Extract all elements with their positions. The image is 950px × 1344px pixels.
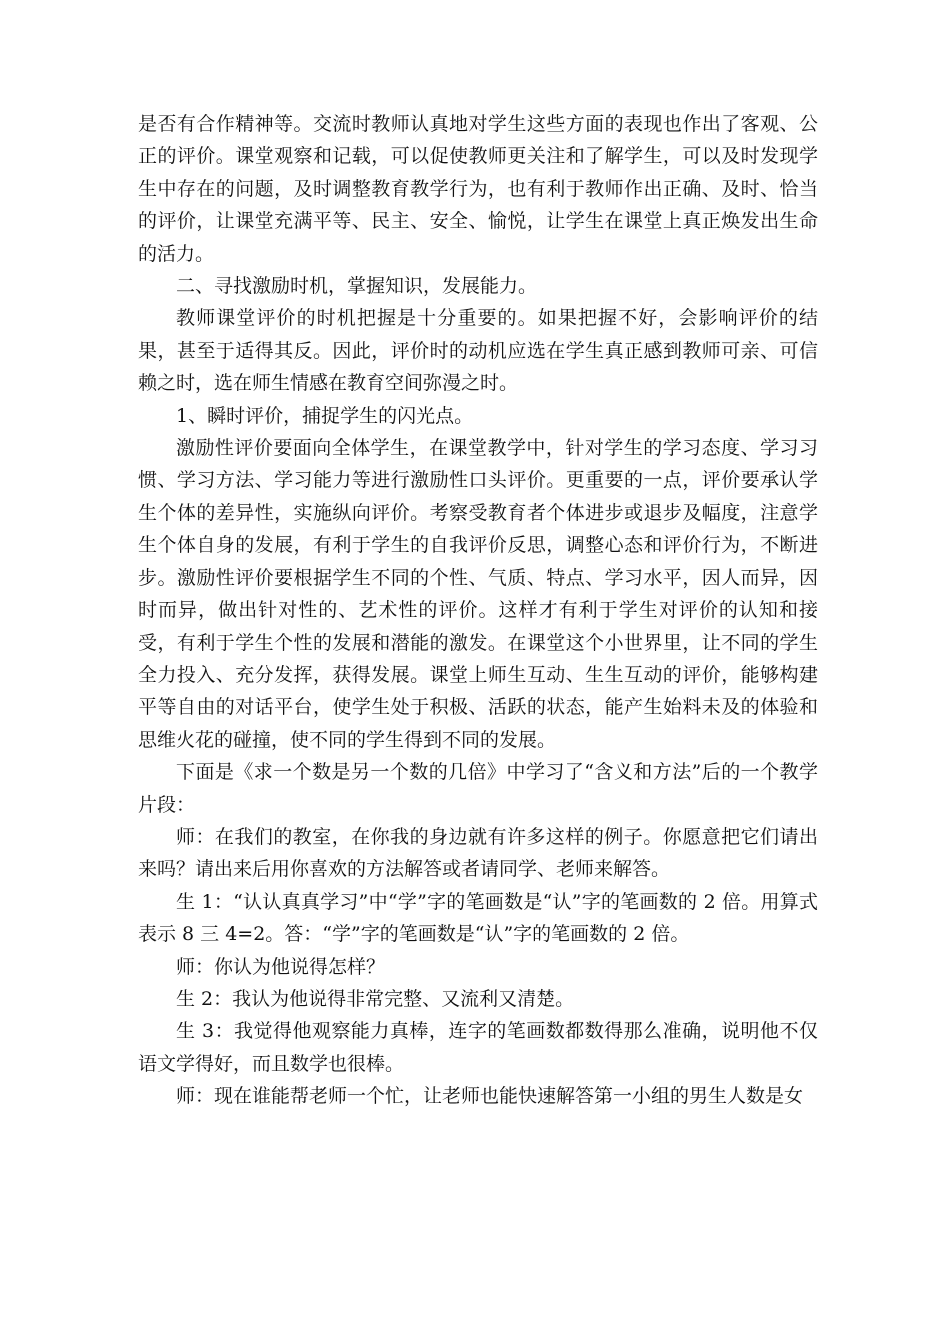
paragraph-3: 教师课堂评价的时机把握是十分重要的。如果把握不好，会影响评价的结果，甚至于适得其反。因此，评价时的动机应选在学生真正感到教师可亲、可信赖之时，选在师生情感在教育空间弥漫之时。 xyxy=(138,307,818,395)
dialogue-teacher-2: 师：你认为他说得怎样？ xyxy=(176,955,386,978)
subsection-heading-1: 1、瞬时评价，捕捉学生的闪光点。 xyxy=(176,404,474,427)
dialogue-student-3: 生 3：我觉得他观察能力真棒，连字的笔画数都数得那么准确，说明他不仅语文学得好，而且数学也很棒。 xyxy=(138,1020,818,1075)
dialogue-student-1: 生 1：“认认真真学习”中“学”字的笔画数是“认”字的笔画数的 2 倍。用算式表示 8 三 4=2。答：“学”字的笔画数是“认”字的笔画数的 2 倍。 xyxy=(138,890,818,946)
dialogue-teacher-1: 师：在我们的教室，在你我的身边就有许多这样的例子。你愿意把它们请出来吗？请出来后用你喜欢的方法解答或者请同学、老师来解答。 xyxy=(138,825,818,881)
paragraph-6: 下面是《求一个数是另一个数的几倍》中学习了“含义和方法”后的一个教学片段： xyxy=(138,761,818,816)
section-heading-2: 二、寻找激励时机，掌握知识，发展能力。 xyxy=(176,275,538,298)
document-page xyxy=(138,108,818,1113)
paragraph-1: 是否有合作精神等。交流时教师认真地对学生这些方面的表现也作出了客观、公正的评价。课堂观察和记载，可以促使教师更关注和了解学生，可以及时发现学生中存在的问题，及时调整教育教学行为，也有利于教师作出正确、及时、恰当的评价，让课堂充满平等、民主、安全、愉悦，让学生在课堂上真正焕发出生命的活力。 xyxy=(138,113,818,265)
dialogue-teacher-3: 师：现在谁能帮老师一个忙，让老师也能快速解答第一小组的男生人数是女 xyxy=(176,1085,804,1108)
paragraph-5: 激励性评价要面向全体学生，在课堂教学中，针对学生的学习态度、学习习惯、学习方法、学习能力等进行激励性口头评价。更重要的一点，评价要承认学生个体的差异性，实施纵向评价。考察受教育者个体进步或退步及幅度，注意学生个体自身的发展，有利于学生的自我评价反思，调整心态和评价行为，不断进步。激励性评价要根据学生不同的个性、气质、特点、学习水平，因人而异，因时而异，做出针对性的、艺术性的评价。这样才有利于学生对评价的认知和接受，有利于学生个性的发展和潜能的激发。在课堂这个小世界里，让不同的学生全力投入、充分发挥，获得发展。课堂上师生互动、生生互动的评价，能够构建平等自由的对话平台，使学生处于积极、活跃的状态，能产生始料未及的体验和思维火花的碰撞，使不同的学生得到不同的发展。 xyxy=(138,437,818,751)
dialogue-student-2: 生 2：我认为他说得非常完整、又流利又清楚。 xyxy=(176,987,575,1010)
